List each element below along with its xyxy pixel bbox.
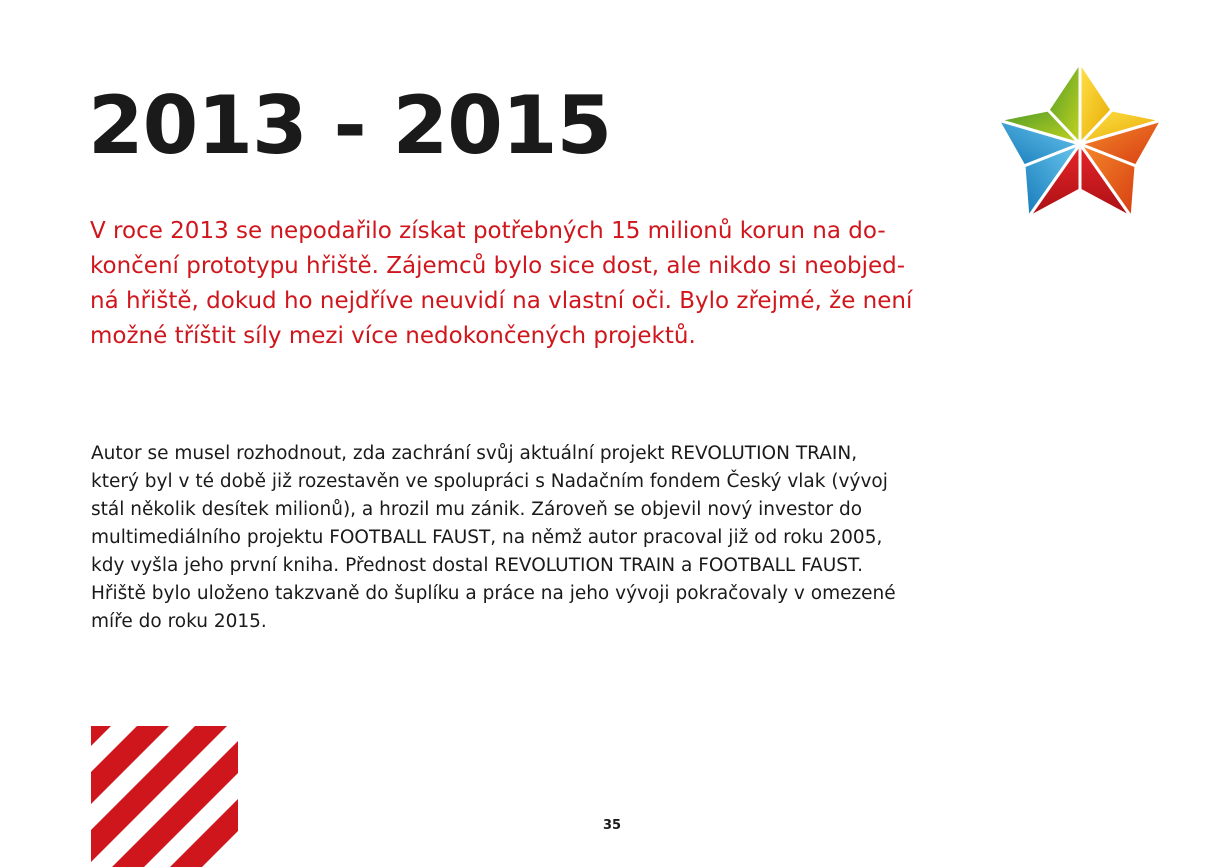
lead-line: ná hřiště, dokud ho nejdříve neuvidí na vlastní oči. Bylo zřejmé, že není	[90, 288, 913, 314]
body-paragraph	[91, 440, 925, 636]
diagonal-stripes	[91, 726, 238, 867]
page-title: 2013 - 2015	[88, 79, 612, 172]
body-line: Autor se musel rozhodnout, zda zachrání svůj aktuální projekt REVOLUTION TRAIN,	[91, 443, 858, 464]
body-line: míře do roku 2015.	[91, 611, 267, 632]
lead-line: končení prototypu hřiště. Zájemců bylo sice dost, ale nikdo si neobjed-	[90, 253, 906, 279]
body-line: multimediálního projektu FOOTBALL FAUST, na němž autor pracoval již od roku 2005,	[91, 527, 883, 548]
body-line: který byl v té době již rozestavěn ve spolupráci s Nadačním fondem Český vlak (vývoj	[91, 471, 888, 492]
multicolor-star-icon	[992, 58, 1168, 224]
body-line: Hřiště bylo uloženo takzvaně do šuplíku a práce na jeho vývoji pokračovaly v omezené	[91, 583, 896, 604]
lead-line: V roce 2013 se nepodařilo získat potřebných 15 milionů korun na do-	[90, 218, 886, 244]
lead-paragraph	[90, 214, 940, 354]
body-line: stál několik desítek milionů), a hrozil mu zánik. Zároveň se objevil nový investor do	[91, 499, 863, 520]
body-line: kdy vyšla jeho první kniha. Přednost dostal REVOLUTION TRAIN a FOOTBALL FAUST.	[91, 555, 863, 576]
page-number: 35	[602, 818, 622, 833]
lead-line: možné tříštit síly mezi více nedokončených projektů.	[90, 323, 696, 349]
